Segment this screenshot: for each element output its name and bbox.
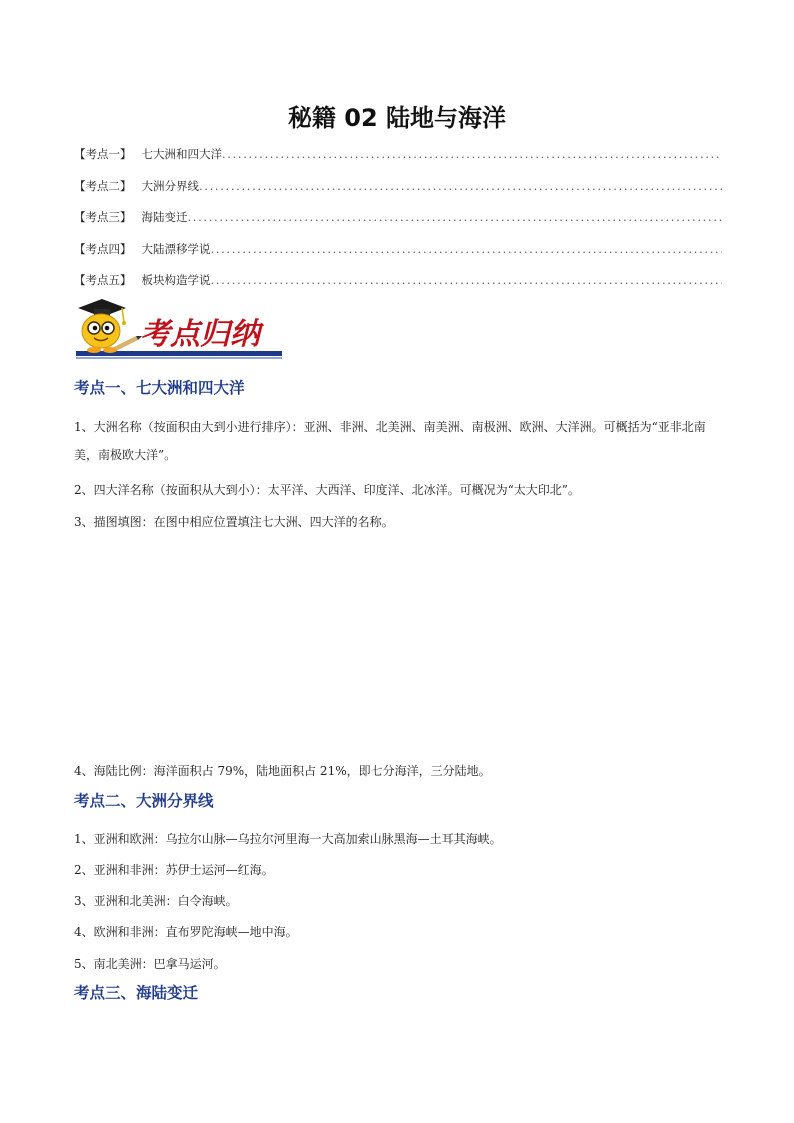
toc-text: 大洲分界线	[141, 178, 199, 193]
table-of-contents	[74, 146, 722, 304]
list-item: 5、南北美洲：巴拿马运河。	[74, 957, 226, 971]
toc-row[interactable]	[74, 146, 722, 178]
list-item: 3、描图填图：在图中相应位置填注七大洲、四大洋的名称。	[74, 515, 394, 529]
list-item: 3、亚洲和北美洲：白令海峡。	[74, 894, 238, 908]
toc-leader-dots	[211, 273, 723, 287]
section-heading: 考点二、大洲分界线	[74, 792, 214, 810]
section-heading: 考点一、七大洲和四大洋	[74, 379, 245, 397]
toc-text: 七大洲和四大洋	[141, 147, 222, 161]
toc-leader-dots	[211, 242, 723, 256]
list-item: 4、欧洲和非洲：直布罗陀海峡—地中海。	[74, 925, 298, 939]
list-item: 4、海陆比例：海洋面积占 79%，陆地面积占 21%，即七分海洋，三分陆地。	[74, 764, 491, 778]
toc-tag: 【考点一】	[74, 147, 132, 161]
toc-tag: 【考点二】	[74, 178, 132, 193]
toc-tag: 【考点三】	[74, 210, 132, 224]
list-item: 1、亚洲和欧洲：乌拉尔山脉—乌拉尔河里海一大高加索山脉黑海—土耳其海峡。	[74, 832, 502, 846]
toc-leader-dots	[188, 210, 723, 224]
toc-tag: 【考点五】	[74, 273, 132, 287]
list-item: 2、亚洲和非洲：苏伊士运河—红海。	[74, 863, 274, 877]
toc-row[interactable]	[74, 178, 722, 210]
section-heading: 考点三、海陆变迁	[74, 984, 199, 1002]
list-item: 1、大洲名称（按面积由大到小进行排序）：亚洲、非洲、北美洲、南美洲、南极洲、欧洲、大洋洲。可概括为“亚非北南美，南极欧大洋”。	[74, 420, 706, 462]
toc-leader-dots	[222, 147, 722, 161]
toc-text: 海陆变迁	[141, 210, 188, 224]
toc-leader-dots	[199, 179, 722, 193]
toc-text: 大陆漂移学说	[141, 241, 211, 256]
toc-text: 板块构造学说	[141, 273, 211, 287]
toc-tag: 【考点四】	[74, 241, 132, 256]
section-banner	[72, 296, 288, 362]
page-title: 秘籍 02 陆地与海洋	[287, 104, 507, 132]
toc-row[interactable]	[74, 209, 722, 241]
toc-row[interactable]	[74, 241, 722, 273]
list-item: 2、四大洋名称（按面积从大到小）：太平洋、大西洋、印度洋、北冰洋。可概况为“太大印北”。	[74, 483, 580, 497]
banner-text: 考点归纳	[140, 317, 260, 352]
